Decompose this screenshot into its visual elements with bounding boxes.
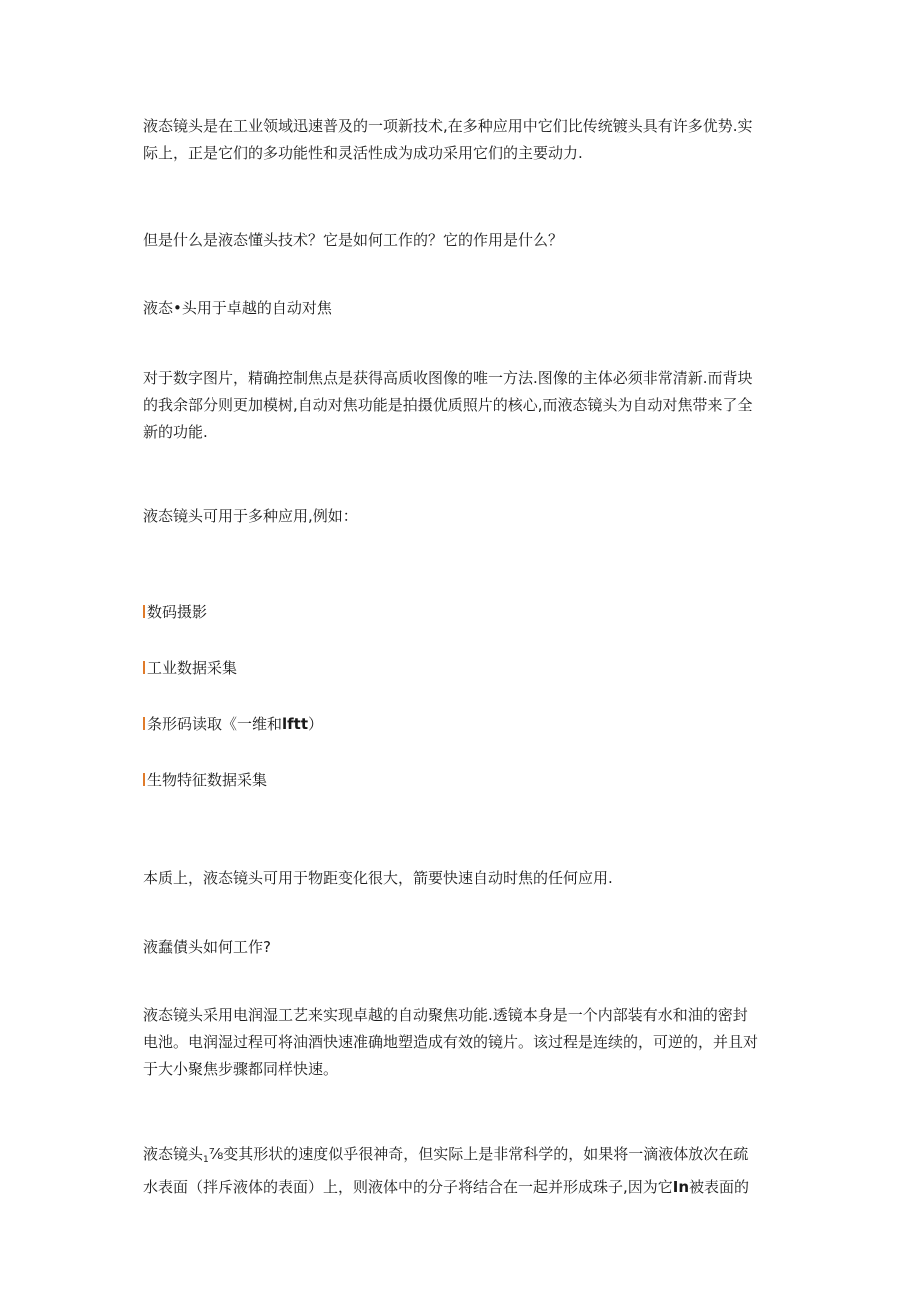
text-segment: 液态镜头 [143,1145,204,1163]
text-line: 对于数字图片，精确控制焦点是获得高质收图像的唯一方法.图像的主体必须非常清新.而背块 [143,369,753,387]
text-segment-bold: In [672,1178,690,1196]
electrowetting-paragraph [143,1002,783,1083]
text-line: 的我余部分则更加模树,自动对焦功能是拍摄优质照片的核心,而液态镜头为自动对焦带来了全 [143,396,753,414]
shape-change-paragraph [143,1141,783,1201]
text-line: 但是什么是液态懂头技术？它是如何工作的？它的作用是什么？ [143,231,564,249]
text-line [143,1141,783,1174]
text-segment: 被表面的 [689,1178,750,1196]
bullet-item [143,711,783,738]
bullet-item [143,599,783,626]
section-heading-how-it-works [143,934,783,961]
text-line: 液态镜头可用于多种应用,例如： [143,507,358,525]
summary-paragraph [143,865,783,892]
bullet-text: ） [308,715,324,733]
bullet-text: 生物特征数据采集 [147,771,268,789]
text-line: 电池。电润湿过程可将油酒快速准确地塑造成有效的镜片。该过程是连续的，可逆的，并且对 [143,1033,759,1051]
bullet-marker-icon [143,605,145,618]
text-segment: 水表面（拌斥液体的表面）上，则液体中的分子将结合在一起并形成珠子,因为它 [143,1178,673,1196]
text-line: 际上，正是它们的多功能性和灵活性成为成功采用它们的主要动力. [143,144,583,162]
applications-intro [143,503,783,530]
text-line: 新的功能. [143,423,208,441]
intro-paragraph [143,113,783,167]
bullet-item [143,767,783,794]
text-line: 液态•头用于卓越的自动对焦 [143,299,332,317]
autofocus-paragraph [143,365,783,446]
question-paragraph [143,227,783,254]
text-subscript: 1 [203,1155,209,1165]
text-line: 液态镜头是在工业领域迅速普及的一项新技术,在多种应用中它们比传统镀头具有许多优势.实 [143,117,753,135]
bullet-marker-icon [143,661,145,674]
text-line: 液蠢債头如何工作? [143,938,271,956]
text-line: 液态镜头采用电润湿工艺来实现卓越的自动聚焦功能.透镜本身是一个内部装有水和油的密封 [143,1006,748,1024]
bullet-text: 工业数据采集 [147,659,238,677]
bullet-marker-icon [143,717,145,730]
text-line: 本质上，液态镜头可用于物距变化很大，箭要快速自动时焦的任何应用. [143,869,613,887]
bullet-text-bold: lftt [282,715,309,733]
section-heading-autofocus [143,295,783,322]
bullet-item [143,655,783,682]
bullet-marker-icon [143,773,145,786]
text-line: 于大小聚焦步骤都同样快速。 [143,1060,339,1078]
text-segment: ⅞变其形状的速度似乎很神奇，但实际上是非常科学的，如果将一滴液体放次在疏 [208,1145,749,1163]
bullet-text: 数码摄影 [147,603,208,621]
text-line [143,1174,783,1201]
bullet-text: 条形码读取《一维和 [147,715,283,733]
